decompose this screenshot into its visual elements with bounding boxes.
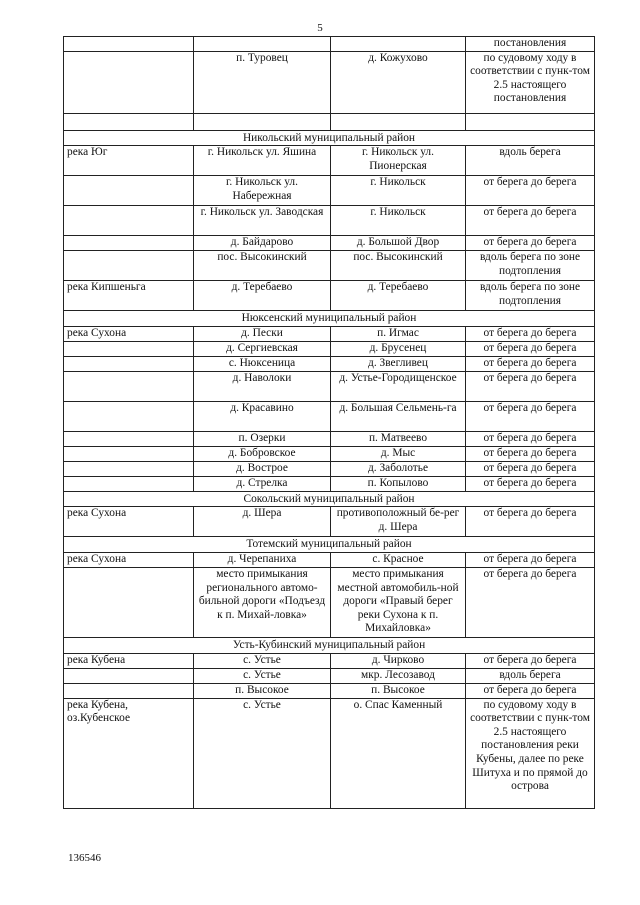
end-point-cell: д. Чирково — [331, 653, 466, 668]
table-row — [64, 446, 595, 461]
table-row — [64, 476, 595, 491]
start-point-cell: д. Черепаниха — [194, 552, 331, 567]
river-cell: река Кубена, оз.Кубенское — [64, 698, 194, 808]
end-point-cell: п. Высокое — [331, 683, 466, 698]
start-point-cell: д. Вострое — [194, 461, 331, 476]
end-point-cell: д. Кожухово — [331, 51, 466, 113]
river-cell — [64, 356, 194, 371]
start-point-cell: г. Никольск ул. Заводская — [194, 206, 331, 236]
end-point-cell: п. Матвеево — [331, 431, 466, 446]
end-point-cell: п. Игмас — [331, 326, 466, 341]
route-cell: вдоль берега — [466, 668, 595, 683]
end-point-cell: п. Копылово — [331, 476, 466, 491]
district-heading: Тотемский муниципальный район — [64, 537, 595, 553]
start-point-cell: д. Красавино — [194, 401, 331, 431]
route-cell: от берега до берега — [466, 356, 595, 371]
route-cell: от берега до берега — [466, 236, 595, 251]
river-cell — [64, 51, 194, 113]
end-point-cell: д. Теребаево — [331, 281, 466, 311]
end-point-cell: г. Никольск ул. Пионерская — [331, 146, 466, 176]
route-cell: по судовому ходу в соответствии с пунк-том 2.5 настоящего постановления — [466, 51, 595, 113]
route-cell: вдоль берега по зоне подтопления — [466, 281, 595, 311]
end-point-cell: д. Устье-Городищенское — [331, 371, 466, 401]
end-point-cell — [331, 113, 466, 130]
river-cell — [64, 371, 194, 401]
section-row — [64, 637, 595, 653]
river-cell: река Сухона — [64, 507, 194, 537]
river-cell: река Кубена — [64, 653, 194, 668]
river-cell: река Юг — [64, 146, 194, 176]
river-cell — [64, 683, 194, 698]
end-point-cell — [331, 37, 466, 52]
start-point-cell: г. Никольск ул. Набережная — [194, 176, 331, 206]
start-point-cell: д. Шера — [194, 507, 331, 537]
river-cell — [64, 236, 194, 251]
route-cell: от берега до берега — [466, 206, 595, 236]
table-row — [64, 698, 595, 808]
table-row — [64, 552, 595, 567]
route-cell: от берега до берега — [466, 476, 595, 491]
end-point-cell: о. Спас Каменный — [331, 698, 466, 808]
route-cell: вдоль берега — [466, 146, 595, 176]
start-point-cell: с. Устье — [194, 698, 331, 808]
river-cell — [64, 176, 194, 206]
table-row — [64, 326, 595, 341]
start-point-cell: пос. Высокинский — [194, 251, 331, 281]
section-row — [64, 537, 595, 553]
start-point-cell: с. Устье — [194, 668, 331, 683]
route-cell: от берега до берега — [466, 326, 595, 341]
table-row — [64, 51, 595, 113]
end-point-cell: д. Мыс — [331, 446, 466, 461]
start-point-cell: д. Байдарово — [194, 236, 331, 251]
route-cell: от берега до берега — [466, 507, 595, 537]
route-cell: от берега до берега — [466, 401, 595, 431]
start-point-cell: д. Теребаево — [194, 281, 331, 311]
end-point-cell: пос. Высокинский — [331, 251, 466, 281]
district-heading: Сокольский муниципальный район — [64, 491, 595, 507]
end-point-cell: с. Красное — [331, 552, 466, 567]
end-point-cell: д. Звегливец — [331, 356, 466, 371]
route-cell: от берега до берега — [466, 446, 595, 461]
page-number: 5 — [317, 22, 323, 34]
waterway-table — [63, 36, 595, 809]
district-heading: Никольский муниципальный район — [64, 130, 595, 146]
end-point-cell: д. Большая Сельмень-га — [331, 401, 466, 431]
start-point-cell: п. Туровец — [194, 51, 331, 113]
river-cell — [64, 341, 194, 356]
table-row — [64, 146, 595, 176]
table-row — [64, 431, 595, 446]
start-point-cell: с. Устье — [194, 653, 331, 668]
start-point-cell — [194, 113, 331, 130]
table-row — [64, 37, 595, 52]
start-point-cell: п. Высокое — [194, 683, 331, 698]
table-row — [64, 113, 595, 130]
river-cell — [64, 431, 194, 446]
end-point-cell: д. Заболотье — [331, 461, 466, 476]
table-row — [64, 341, 595, 356]
river-cell: река Кипшеньга — [64, 281, 194, 311]
end-point-cell: мкр. Лесозавод — [331, 668, 466, 683]
route-cell: от берега до берега — [466, 341, 595, 356]
table-row — [64, 683, 595, 698]
table-row — [64, 401, 595, 431]
table-row — [64, 281, 595, 311]
table-row — [64, 668, 595, 683]
start-point-cell: д. Наволоки — [194, 371, 331, 401]
start-point-cell: место примыкания регионального автомо-бильной дороги «Подъезд к п. Михай-ловка» — [194, 567, 331, 637]
route-cell: от берега до берега — [466, 176, 595, 206]
start-point-cell — [194, 37, 331, 52]
section-row — [64, 491, 595, 507]
route-cell: от берега до берега — [466, 653, 595, 668]
river-cell — [64, 251, 194, 281]
end-point-cell: место примыкания местной автомобиль-ной дороги «Правый берег реки Сухона к п. Михайловка» — [331, 567, 466, 637]
end-point-cell: д. Большой Двор — [331, 236, 466, 251]
river-cell — [64, 446, 194, 461]
table-row — [64, 236, 595, 251]
river-cell — [64, 37, 194, 52]
table-row — [64, 371, 595, 401]
start-point-cell: д. Пески — [194, 326, 331, 341]
table-row — [64, 251, 595, 281]
end-point-cell: д. Брусенец — [331, 341, 466, 356]
river-cell: река Сухона — [64, 326, 194, 341]
table-row — [64, 176, 595, 206]
route-cell: от берега до берега — [466, 371, 595, 401]
table-row — [64, 567, 595, 637]
river-cell: река Сухона — [64, 552, 194, 567]
table-row — [64, 356, 595, 371]
river-cell — [64, 476, 194, 491]
table-row — [64, 461, 595, 476]
river-cell — [64, 567, 194, 637]
district-heading: Нюксенский муниципальный район — [64, 311, 595, 327]
river-cell — [64, 668, 194, 683]
river-cell — [64, 113, 194, 130]
river-cell — [64, 461, 194, 476]
route-cell: от берега до берега — [466, 461, 595, 476]
route-cell: от берега до берега — [466, 431, 595, 446]
start-point-cell: д. Стрелка — [194, 476, 331, 491]
route-cell: вдоль берега по зоне подтопления — [466, 251, 595, 281]
table-row — [64, 507, 595, 537]
start-point-cell: д. Бобровское — [194, 446, 331, 461]
river-cell — [64, 401, 194, 431]
route-cell — [466, 113, 595, 130]
section-row — [64, 311, 595, 327]
start-point-cell: г. Никольск ул. Яшина — [194, 146, 331, 176]
table-row — [64, 206, 595, 236]
document-code: 136546 — [68, 852, 101, 864]
section-row — [64, 130, 595, 146]
end-point-cell: г. Никольск — [331, 206, 466, 236]
route-cell: от берега до берега — [466, 683, 595, 698]
end-point-cell: г. Никольск — [331, 176, 466, 206]
route-cell: от берега до берега — [466, 567, 595, 637]
end-point-cell: противоположный бе-рег д. Шера — [331, 507, 466, 537]
route-cell: постановления — [466, 37, 595, 52]
route-cell: по судовому ходу в соответствии с пунк-том 2.5 настоящего постановления реки Кубены, далее по реке Шитуха и по прямой до острова — [466, 698, 595, 808]
district-heading: Усть-Кубинский муниципальный район — [64, 637, 595, 653]
start-point-cell: с. Нюксеница — [194, 356, 331, 371]
route-cell: от берега до берега — [466, 552, 595, 567]
river-cell — [64, 206, 194, 236]
table-row — [64, 653, 595, 668]
start-point-cell: д. Сергиевская — [194, 341, 331, 356]
start-point-cell: п. Озерки — [194, 431, 331, 446]
